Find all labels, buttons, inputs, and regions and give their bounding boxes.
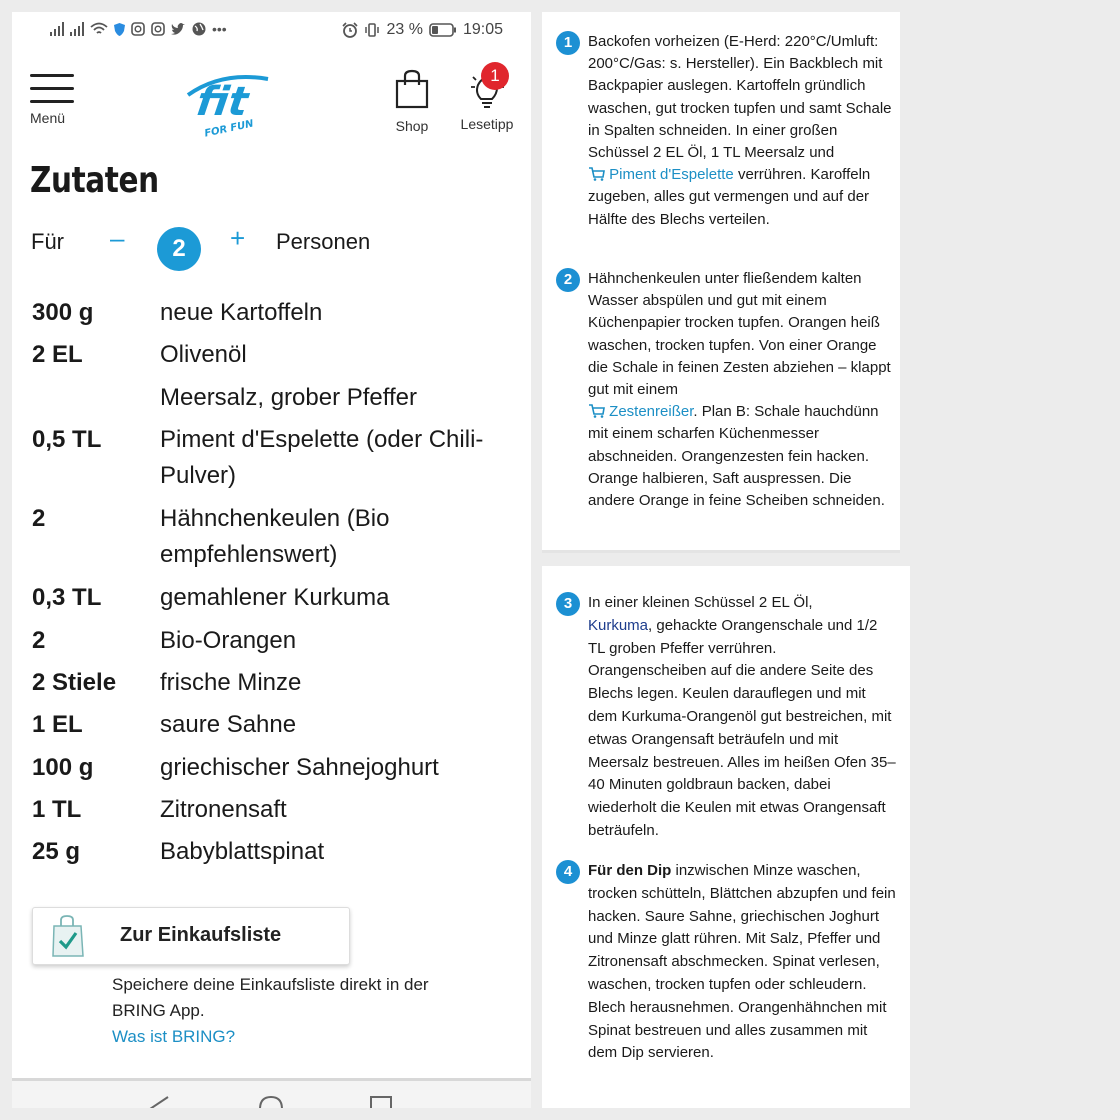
piment-link[interactable] bbox=[588, 166, 734, 183]
ingredient-name: frische Minze bbox=[160, 669, 302, 696]
shopping-bag-icon bbox=[395, 69, 429, 109]
battery-percent: 23 % bbox=[386, 21, 423, 38]
for-label: Für bbox=[31, 229, 64, 254]
ingredient-name: Hähnchenkeulen (Bio empfehlenswert) bbox=[160, 505, 390, 568]
ingredient-amount: 1 TL bbox=[32, 796, 82, 823]
vibrate-icon bbox=[364, 22, 380, 38]
step-number: 4 bbox=[556, 860, 580, 884]
bring-info bbox=[112, 972, 472, 1050]
ingredient-amount: 1 EL bbox=[32, 711, 83, 738]
link-text: Piment d'Espelette bbox=[609, 166, 734, 184]
bring-link[interactable]: Was ist BRING? bbox=[112, 1027, 236, 1046]
servings-control bbox=[30, 217, 530, 277]
ingredient-amount: 2 bbox=[32, 627, 46, 654]
instagram-icon bbox=[131, 22, 145, 36]
bring-note: Speichere deine Einkaufsliste direkt in der BRING App. bbox=[112, 975, 429, 1020]
clock: 19:05 bbox=[462, 21, 503, 38]
instructions-part-1 bbox=[542, 12, 900, 553]
ingredients-title: Zutaten bbox=[30, 160, 159, 201]
shop-button[interactable] bbox=[387, 67, 437, 142]
notification-badge: 1 bbox=[481, 62, 509, 90]
logo-text: fit bbox=[193, 79, 251, 125]
wifi-icon bbox=[90, 22, 108, 36]
ingredient-amount: 300 g bbox=[32, 299, 94, 326]
ingredient-name: Zitronensaft bbox=[160, 796, 287, 823]
step-text bbox=[588, 268, 893, 512]
logo-sub: FOR FUN bbox=[203, 118, 255, 140]
hamburger-icon bbox=[30, 72, 80, 103]
step-number: 2 bbox=[556, 268, 580, 292]
step-number: 1 bbox=[556, 31, 580, 55]
zestenreisser-link[interactable] bbox=[588, 403, 693, 420]
shopping-cart-icon bbox=[588, 167, 605, 181]
signal-icon bbox=[50, 22, 64, 36]
step-text bbox=[588, 31, 893, 231]
step-number: 3 bbox=[556, 592, 580, 616]
step-text-part: In einer kleinen Schüssel 2 EL Öl, bbox=[588, 594, 813, 611]
shopping-list-label: Zur Einkaufsliste bbox=[120, 924, 282, 946]
servings-count: 2 bbox=[157, 227, 201, 271]
ingredient-name: gemahlener Kurkuma bbox=[160, 584, 390, 611]
ingredient-name: neue Kartoffeln bbox=[160, 299, 323, 326]
ingredient-name: griechischer Sahnejoghurt bbox=[160, 754, 439, 781]
add-to-shopping-list-button[interactable] bbox=[32, 907, 350, 965]
ingredient-amount: 100 g bbox=[32, 754, 94, 781]
recents-icon[interactable] bbox=[370, 1095, 392, 1108]
step-text bbox=[588, 860, 900, 1065]
shield-icon bbox=[114, 23, 125, 36]
persons-label: Personen bbox=[276, 229, 371, 254]
ingredient-amount: 0,3 TL bbox=[32, 584, 102, 611]
home-icon[interactable] bbox=[258, 1095, 284, 1108]
back-icon[interactable] bbox=[148, 1095, 172, 1108]
dip-heading: Für den Dip bbox=[588, 862, 672, 879]
step-text-part: Hähnchenkeulen unter fließendem kalten Wasser abspülen und gut mit einem Küchenpapier trocken tupfen. Orangen heiß waschen, trocken tupfen. Von einer Orange die Schale in feinen Zesten abziehen – klappt gut mit einem bbox=[588, 270, 891, 399]
instagram-icon-2 bbox=[151, 22, 165, 36]
step-text-part: , gehackte Orangenschale und 1/2 TL groben Pfeffer verrühren. Orangenscheiben auf die andere Seite des Blechs legen. Keulen darauflegen und mit dem Kurkuma-Orangenöl gut bestreichen, mit etwas Orangensaft beträufeln und mit Meersalz bestreuen. Alles im heißen Ofen 35–40 Minuten goldbraun backen, dabei wiederholt die Keulen mit etwas Orangensaft beträufeln. bbox=[588, 616, 896, 839]
decrease-servings-button[interactable]: – bbox=[110, 223, 125, 253]
battery-icon bbox=[429, 23, 457, 37]
ingredient-amount: 25 g bbox=[32, 838, 81, 865]
instructions-part-2 bbox=[542, 566, 910, 1108]
shopping-bag-check-icon bbox=[51, 914, 85, 958]
ingredient-name: Babyblattspinat bbox=[160, 838, 325, 865]
twitter-icon bbox=[171, 23, 186, 36]
menu-button[interactable] bbox=[30, 72, 80, 142]
ingredient-name: Bio-Orangen bbox=[160, 627, 297, 654]
shopping-cart-icon bbox=[588, 404, 605, 418]
step-text-part: inzwischen Minze waschen, trocken schütteln, Blättchen abzupfen und fein hacken. Saure Sahne, griechischen Joghurt und Minze glatt rühren. Mit Salz, Pfeffer und Zitronensaft abschmecken. Spinat verlesen, waschen, trocken tupfen oder schleudern. Blech herausnehmen. Orangenhähnchen mit Spinat bestreuen und alles zusammen mit dem Dip servieren. bbox=[588, 862, 896, 1062]
alarm-icon bbox=[342, 22, 358, 38]
shop-label: Shop bbox=[395, 118, 429, 134]
android-nav-bar bbox=[12, 1078, 531, 1108]
ingredients-screen bbox=[12, 12, 531, 1108]
ingredient-amount: 2 EL bbox=[32, 341, 83, 368]
signal-icon-2 bbox=[70, 22, 84, 36]
ingredient-amount: 2 Stiele bbox=[32, 669, 117, 696]
divider bbox=[542, 550, 900, 553]
ingredient-amount: 2 bbox=[32, 505, 46, 532]
ingredient-amount: 0,5 TL bbox=[32, 426, 102, 453]
ingredient-name: Olivenöl bbox=[160, 341, 247, 368]
logo[interactable] bbox=[182, 67, 282, 142]
ingredient-name: Piment d'Espelette (oder Chili-Pulver) bbox=[160, 426, 484, 489]
kurkuma-link[interactable]: Kurkuma bbox=[588, 616, 649, 634]
step-text-part: Backofen vorheizen (E-Herd: 220°C/Umluft: 200°C/Gas: s. Hersteller). Ein Backblech mit Backpapier auslegen. Kartoffeln gründlich waschen, gut trocken tupfen und samt Schale in Spalten schneiden. In einer großen Schüssel 2 EL Öl, 1 TL Meersalz und bbox=[588, 33, 892, 162]
menu-label: Menü bbox=[30, 110, 66, 126]
step-text bbox=[588, 592, 898, 843]
increase-servings-button[interactable]: + bbox=[230, 223, 246, 253]
ingredient-name: Meersalz, grober Pfeffer bbox=[160, 384, 418, 411]
globe-icon bbox=[192, 22, 206, 36]
status-bar bbox=[12, 12, 531, 48]
step-text-part: . Plan B: Schale hauchdünn mit einem scharfen Küchenmesser abschneiden. Orangenzesten fein hacken. Orange halbieren, Saft auspressen. Die andere Orange in feine Scheiben schneiden. bbox=[588, 403, 885, 510]
link-text: Zestenreißer bbox=[609, 403, 694, 421]
step-text-part: verrühren. Karoffeln zugeben, alles gut vermengen und auf der Hälfte des Blechs verteilen. bbox=[588, 166, 871, 228]
more-icon: ••• bbox=[212, 21, 227, 37]
ingredient-name: saure Sahne bbox=[160, 711, 297, 738]
tips-label: Lesetipp bbox=[460, 116, 514, 132]
fit-logo-icon bbox=[182, 67, 282, 142]
